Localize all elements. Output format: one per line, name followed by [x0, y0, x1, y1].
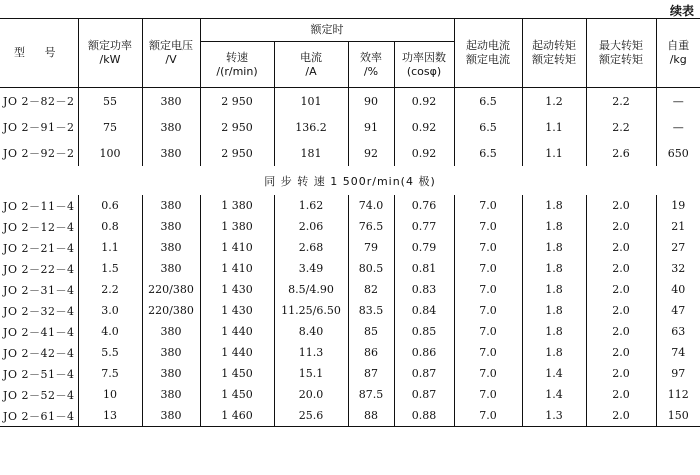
cell-model: JO 2－42－4 — [3, 346, 75, 360]
cell-start-torque-ratio: 1.8 — [522, 258, 586, 279]
cell-power-factor: 0.84 — [394, 300, 454, 321]
cell-efficiency: 85 — [348, 321, 394, 342]
cell-start-torque-ratio: 1.8 — [522, 342, 586, 363]
cell-current: 1.62 — [274, 195, 348, 216]
cell-power: 0.8 — [78, 216, 142, 237]
cell-start-torque-ratio: 1.8 — [522, 321, 586, 342]
cell-weight: 112 — [656, 384, 700, 405]
cell-model: JO 2－11－4 — [3, 199, 75, 213]
cell-efficiency: 86 — [348, 342, 394, 363]
cell-max-torque-ratio: 2.0 — [586, 216, 656, 237]
cell-model: JO 2－91－2 — [3, 121, 75, 134]
cell-current: 15.1 — [274, 363, 348, 384]
table-row — [0, 300, 700, 321]
section-1500rpm-body — [0, 195, 700, 427]
cell-power-factor: 0.76 — [394, 195, 454, 216]
cell-power-factor: 0.86 — [394, 342, 454, 363]
cell-max-torque-ratio: 2.0 — [586, 321, 656, 342]
cell-voltage: 380 — [142, 237, 200, 258]
cell-start-current-ratio: 7.0 — [454, 237, 522, 258]
table-row — [0, 321, 700, 342]
cell-efficiency: 87 — [348, 363, 394, 384]
cell-weight: 47 — [656, 300, 700, 321]
cell-power: 4.0 — [78, 321, 142, 342]
cell-weight: — — [656, 114, 700, 140]
cell-power: 1.5 — [78, 258, 142, 279]
cell-start-current-ratio: 7.0 — [454, 258, 522, 279]
cell-model: JO 2－61－4 — [0, 405, 78, 427]
cell-weight: 150 — [656, 405, 700, 427]
cell-power: 13 — [78, 405, 142, 427]
cell-model: JO 2－41－4 — [3, 325, 75, 339]
cell-power: 2.2 — [78, 279, 142, 300]
cell-max-torque-ratio: 2.0 — [586, 405, 656, 427]
cell-max-torque-ratio: 2.6 — [586, 140, 656, 166]
cell-current: 25.6 — [274, 405, 348, 427]
section-3000rpm-body — [0, 88, 700, 167]
cell-start-torque-ratio: 1.1 — [522, 114, 586, 140]
cell-current: 136.2 — [274, 114, 348, 140]
cell-voltage: 380 — [142, 140, 200, 166]
cell-speed: 1 380 — [200, 216, 274, 237]
section-title-1500rpm: 同 步 转 速 1 500r/min(4 极) — [264, 174, 436, 188]
header-efficiency: 效率 /% — [348, 42, 394, 88]
cell-weight: 74 — [656, 342, 700, 363]
cell-model: JO 2－21－4 — [3, 241, 75, 255]
cell-voltage: 380 — [142, 114, 200, 140]
header-power-factor: 功率因数 (cosφ) — [394, 42, 454, 88]
cell-start-torque-ratio: 1.8 — [522, 300, 586, 321]
cell-start-torque-ratio: 1.1 — [522, 140, 586, 166]
cell-start-torque-ratio: 1.8 — [522, 195, 586, 216]
cell-current: 2.06 — [274, 216, 348, 237]
cell-weight: 40 — [656, 279, 700, 300]
cell-efficiency: 87.5 — [348, 384, 394, 405]
cell-voltage: 380 — [142, 195, 200, 216]
table-row — [0, 237, 700, 258]
cell-speed: 1 430 — [200, 300, 274, 321]
cell-current: 101 — [274, 88, 348, 115]
cell-model: JO 2－12－4 — [3, 220, 75, 234]
cell-efficiency: 79 — [348, 237, 394, 258]
cell-voltage: 380 — [142, 405, 200, 427]
cell-power-factor: 0.77 — [394, 216, 454, 237]
cell-weight: 63 — [656, 321, 700, 342]
header-start-current-ratio: 起动电流 额定电流 — [454, 19, 522, 88]
cell-power-factor: 0.87 — [394, 384, 454, 405]
cell-weight: 650 — [656, 140, 700, 166]
cell-weight: 21 — [656, 216, 700, 237]
cell-start-torque-ratio: 1.8 — [522, 216, 586, 237]
cell-max-torque-ratio: 2.0 — [586, 342, 656, 363]
cell-current: 11.25/6.50 — [274, 300, 348, 321]
cell-current: 8.5/4.90 — [274, 279, 348, 300]
cell-model: JO 2－52－4 — [3, 388, 75, 402]
cell-max-torque-ratio: 2.0 — [586, 279, 656, 300]
cell-speed: 1 460 — [200, 405, 274, 427]
cell-weight: 97 — [656, 363, 700, 384]
cell-power-factor: 0.88 — [394, 405, 454, 427]
cell-weight: 19 — [656, 195, 700, 216]
cell-max-torque-ratio: 2.0 — [586, 384, 656, 405]
cell-current: 2.68 — [274, 237, 348, 258]
cell-start-current-ratio: 7.0 — [454, 300, 522, 321]
header-start-torque-ratio: 起动转矩 额定转矩 — [522, 19, 586, 88]
cell-speed: 1 410 — [200, 258, 274, 279]
cell-efficiency: 76.5 — [348, 216, 394, 237]
table-row — [0, 384, 700, 405]
cell-model: JO 2－22－4 — [3, 262, 75, 276]
cell-start-current-ratio: 7.0 — [454, 405, 522, 427]
header-voltage: 额定电压 /V — [142, 19, 200, 88]
cell-speed: 1 440 — [200, 342, 274, 363]
cell-start-current-ratio: 7.0 — [454, 384, 522, 405]
cell-weight: — — [656, 88, 700, 115]
table-row — [0, 279, 700, 300]
cell-max-torque-ratio: 2.0 — [586, 237, 656, 258]
cell-voltage: 220/380 — [142, 279, 200, 300]
cell-efficiency: 88 — [348, 405, 394, 427]
cell-speed: 1 450 — [200, 363, 274, 384]
cell-voltage: 380 — [142, 363, 200, 384]
table-row — [0, 195, 700, 216]
cell-voltage: 380 — [142, 384, 200, 405]
cell-model: JO 2－31－4 — [3, 283, 75, 297]
cell-power-factor: 0.79 — [394, 237, 454, 258]
cell-power: 3.0 — [78, 300, 142, 321]
cell-max-torque-ratio: 2.0 — [586, 195, 656, 216]
cell-max-torque-ratio: 2.0 — [586, 258, 656, 279]
cell-start-current-ratio: 6.5 — [454, 88, 522, 115]
cell-speed: 1 450 — [200, 384, 274, 405]
cell-start-current-ratio: 6.5 — [454, 114, 522, 140]
header-power: 额定功率 /kW — [78, 19, 142, 88]
cell-speed: 2 950 — [200, 88, 274, 115]
cell-start-current-ratio: 7.0 — [454, 216, 522, 237]
cell-start-current-ratio: 7.0 — [454, 195, 522, 216]
cell-voltage: 220/380 — [142, 300, 200, 321]
cell-power-factor: 0.92 — [394, 88, 454, 115]
cell-efficiency: 90 — [348, 88, 394, 115]
table-row — [0, 216, 700, 237]
header-weight: 自重 /kg — [656, 19, 700, 88]
cell-max-torque-ratio: 2.2 — [586, 88, 656, 115]
cell-start-torque-ratio: 1.4 — [522, 384, 586, 405]
table-row — [0, 88, 700, 115]
cell-start-current-ratio: 7.0 — [454, 279, 522, 300]
cell-start-torque-ratio: 1.8 — [522, 237, 586, 258]
table-row — [0, 342, 700, 363]
cell-start-current-ratio: 7.0 — [454, 363, 522, 384]
cell-power: 75 — [78, 114, 142, 140]
table-row — [0, 140, 700, 166]
cell-speed: 2 950 — [200, 140, 274, 166]
cell-voltage: 380 — [142, 216, 200, 237]
cell-power-factor: 0.87 — [394, 363, 454, 384]
motor-spec-table — [0, 18, 700, 427]
cell-start-current-ratio: 6.5 — [454, 140, 522, 166]
cell-speed: 1 430 — [200, 279, 274, 300]
cell-power: 55 — [78, 88, 142, 115]
cell-voltage: 380 — [142, 88, 200, 115]
cell-power-factor: 0.83 — [394, 279, 454, 300]
cell-start-torque-ratio: 1.3 — [522, 405, 586, 427]
cell-power: 100 — [78, 140, 142, 166]
cell-power: 7.5 — [78, 363, 142, 384]
cell-power-factor: 0.92 — [394, 114, 454, 140]
cell-model: JO 2－51－4 — [3, 367, 75, 381]
continued-label: 续表 — [669, 4, 694, 18]
header-current: 电流 /A — [274, 42, 348, 88]
cell-speed: 2 950 — [200, 114, 274, 140]
cell-efficiency: 83.5 — [348, 300, 394, 321]
cell-current: 8.40 — [274, 321, 348, 342]
cell-power: 10 — [78, 384, 142, 405]
cell-model: JO 2－92－2 — [3, 147, 75, 160]
header-speed: 转速 /(r/min) — [200, 42, 274, 88]
cell-efficiency: 74.0 — [348, 195, 394, 216]
cell-power-factor: 0.85 — [394, 321, 454, 342]
cell-speed: 1 410 — [200, 237, 274, 258]
cell-efficiency: 80.5 — [348, 258, 394, 279]
table-row — [0, 363, 700, 384]
cell-max-torque-ratio: 2.2 — [586, 114, 656, 140]
cell-max-torque-ratio: 2.0 — [586, 300, 656, 321]
cell-power-factor: 0.92 — [394, 140, 454, 166]
table-row — [0, 405, 700, 427]
cell-efficiency: 92 — [348, 140, 394, 166]
cell-start-torque-ratio: 1.4 — [522, 363, 586, 384]
cell-power-factor: 0.81 — [394, 258, 454, 279]
cell-speed: 1 380 — [200, 195, 274, 216]
cell-current: 11.3 — [274, 342, 348, 363]
cell-current: 20.0 — [274, 384, 348, 405]
cell-start-current-ratio: 7.0 — [454, 342, 522, 363]
cell-current: 181 — [274, 140, 348, 166]
cell-start-torque-ratio: 1.8 — [522, 279, 586, 300]
cell-efficiency: 91 — [348, 114, 394, 140]
header-rated-group: 额定时 — [200, 19, 454, 42]
cell-current: 3.49 — [274, 258, 348, 279]
cell-weight: 27 — [656, 237, 700, 258]
cell-efficiency: 82 — [348, 279, 394, 300]
cell-start-torque-ratio: 1.2 — [522, 88, 586, 115]
cell-voltage: 380 — [142, 321, 200, 342]
table-row — [0, 114, 700, 140]
header-model: 型 号 — [14, 46, 64, 59]
cell-model: JO 2－82－2 — [3, 95, 75, 108]
table-row — [0, 258, 700, 279]
cell-speed: 1 440 — [200, 321, 274, 342]
table-header — [0, 19, 700, 88]
cell-voltage: 380 — [142, 342, 200, 363]
cell-max-torque-ratio: 2.0 — [586, 363, 656, 384]
cell-power: 0.6 — [78, 195, 142, 216]
cell-start-current-ratio: 7.0 — [454, 321, 522, 342]
cell-power: 1.1 — [78, 237, 142, 258]
cell-power: 5.5 — [78, 342, 142, 363]
cell-model: JO 2－32－4 — [3, 304, 75, 318]
header-max-torque-ratio: 最大转矩 额定转矩 — [586, 19, 656, 88]
cell-voltage: 380 — [142, 258, 200, 279]
cell-weight: 32 — [656, 258, 700, 279]
